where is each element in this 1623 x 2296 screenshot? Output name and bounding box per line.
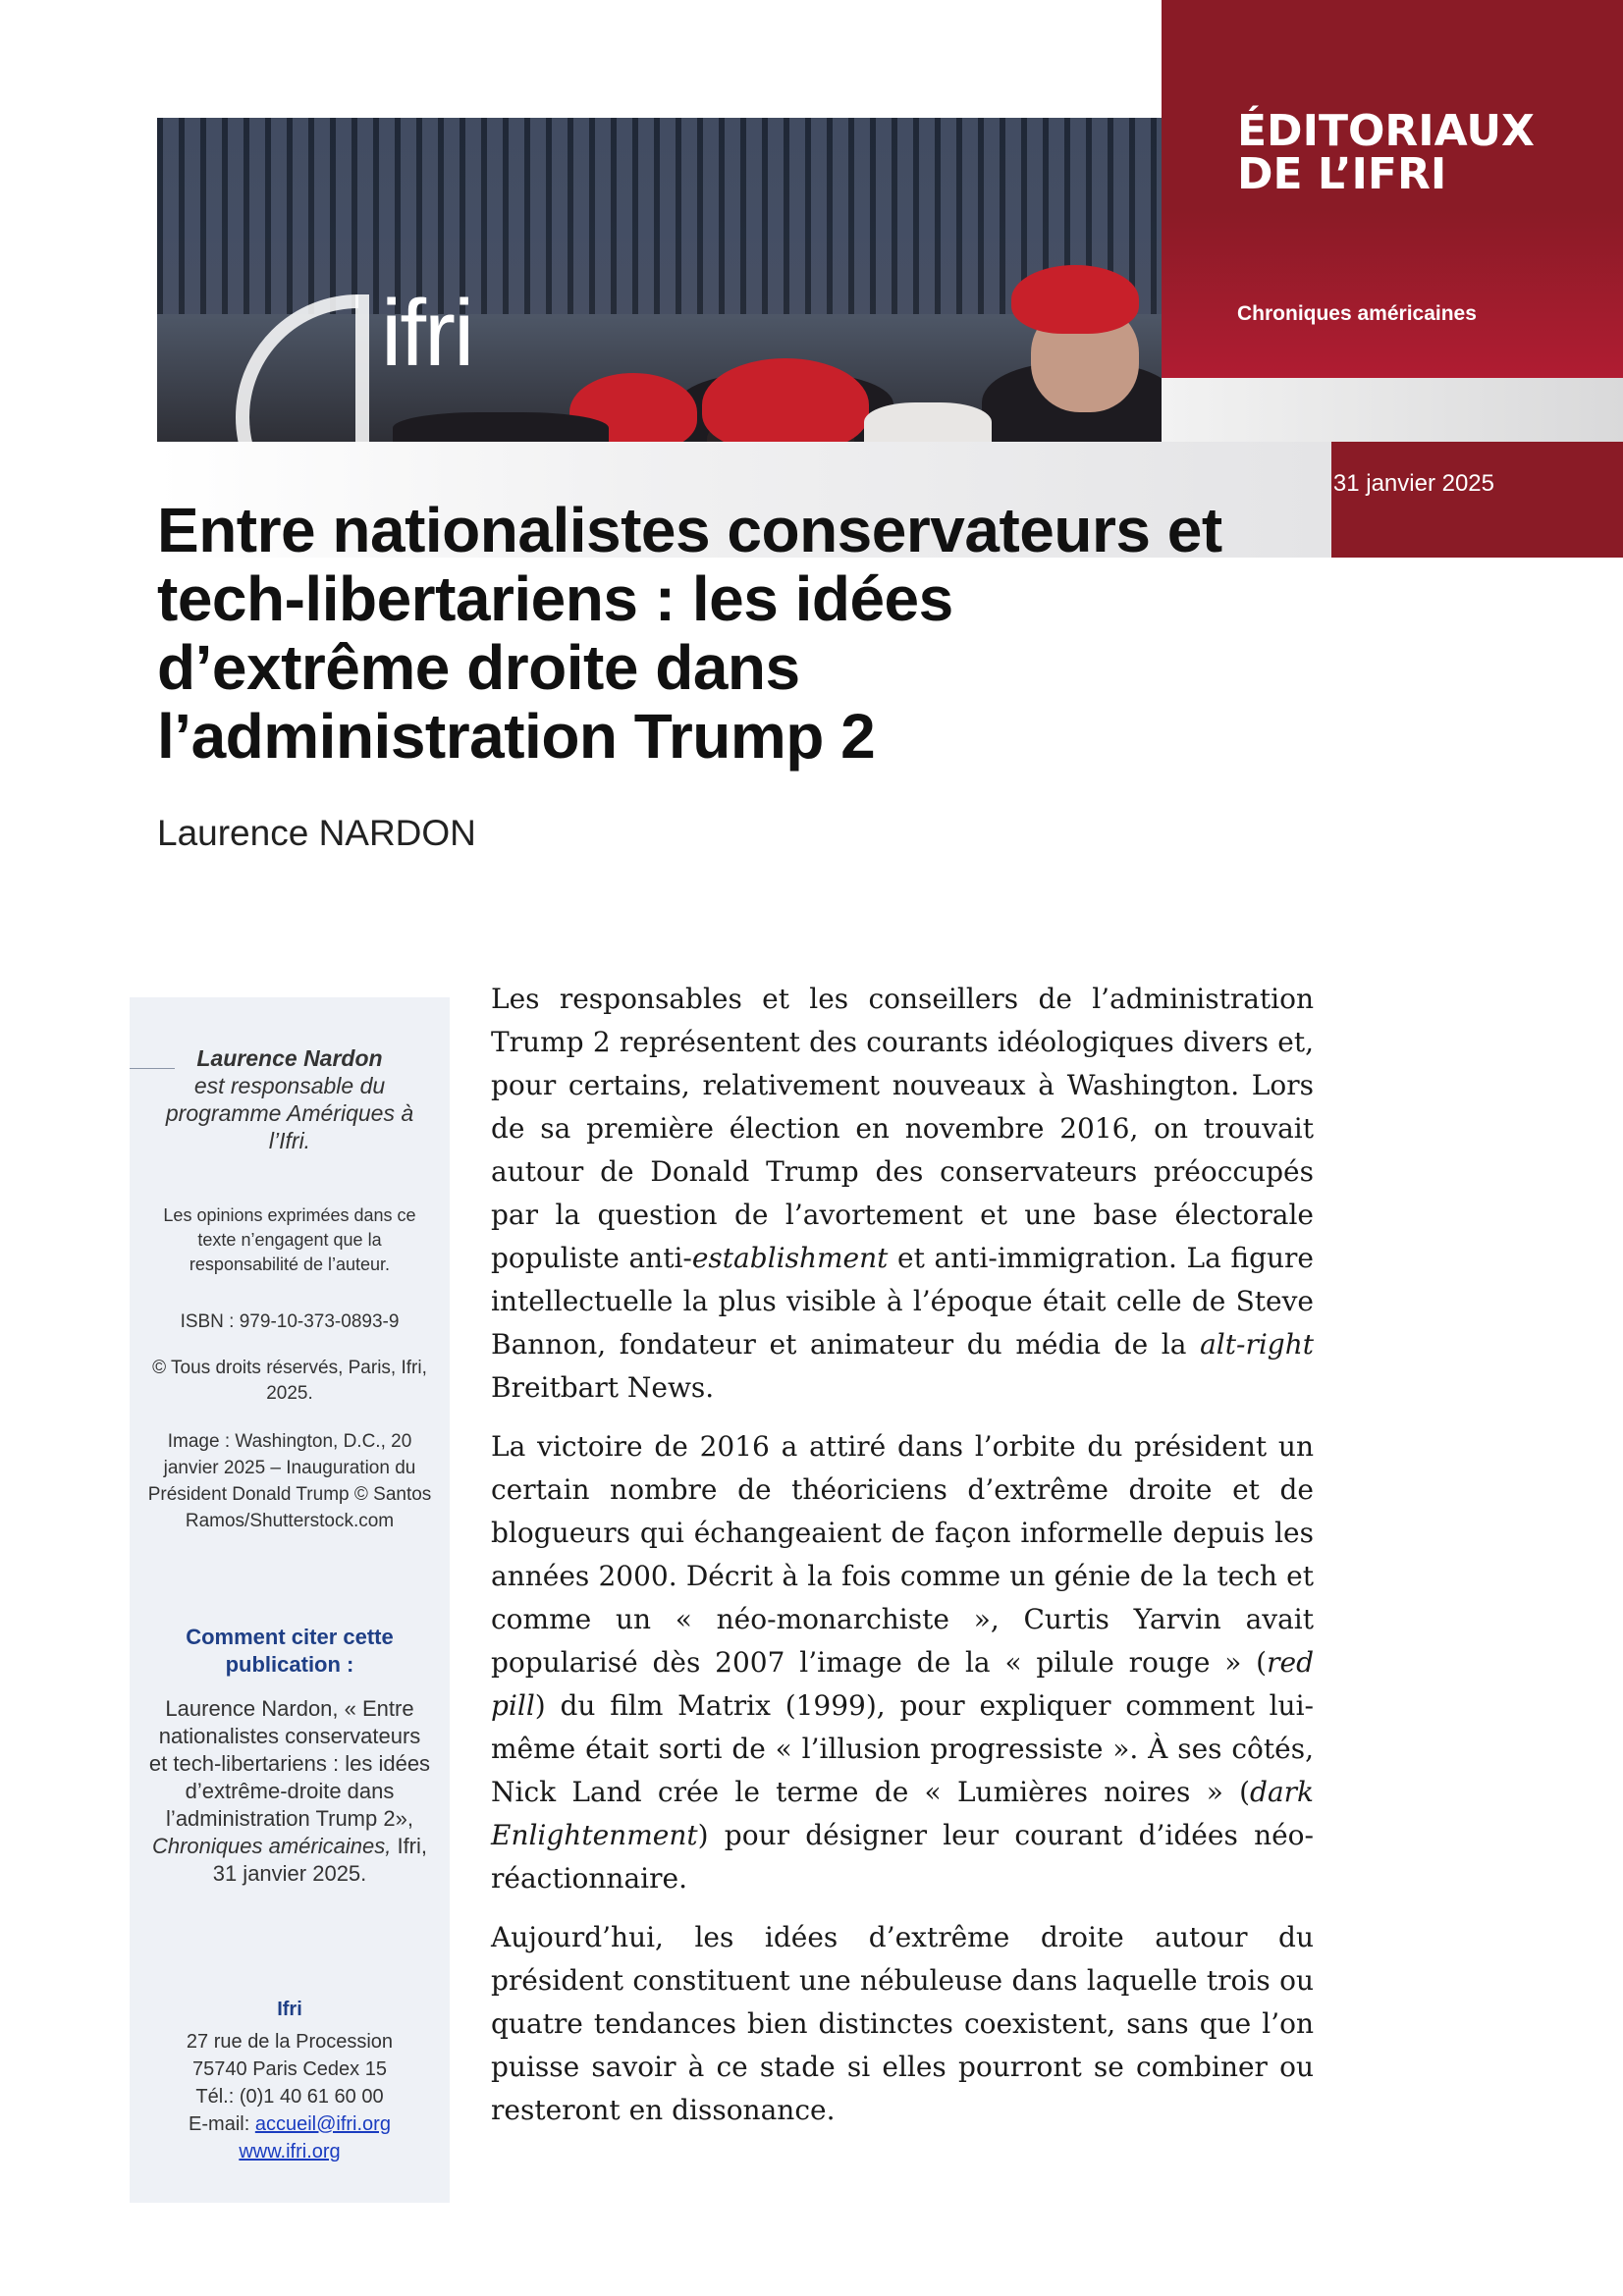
sidebar-cite-heading: Comment citer cette publication :: [186, 1625, 394, 1677]
article-title: Entre nationalistes conservateurs et tech-libertariens : les idées d’extrême droite dans l’administration Trump 2: [157, 495, 1222, 772]
website-link[interactable]: www.ifri.org: [239, 2141, 341, 2163]
sidebar-address: [147, 2028, 432, 2165]
photo-figure: [393, 412, 609, 442]
article-author: Laurence NARDON: [157, 813, 476, 853]
article-body: [491, 978, 1314, 2148]
sidebar-image-credit: Image : Washington, D.C., 20 janvier 2025 – Inauguration du Président Donald Trump © Santos Ramos/Shutterstock.com: [147, 1431, 432, 1531]
sidebar-ifri-heading: Ifri: [277, 1999, 302, 2020]
sidebar-author-bio: est responsable du programme Amériques à l’Ifri.: [165, 1073, 414, 1153]
date-box: [1331, 442, 1623, 558]
photo-red-cap: [702, 358, 869, 442]
email-link[interactable]: accueil@ifri.org: [254, 2113, 391, 2135]
citation-source: Ifri, 31 janvier 2025.: [212, 1834, 428, 1886]
sidebar-rights: © Tous droits réservés, Paris, Ifri, 2025.: [152, 1358, 427, 1404]
sidebar-author: [147, 1044, 432, 1154]
email-line: [147, 2110, 432, 2138]
series-title: ÉDITORIAUX DE L’IFRI: [1237, 106, 1535, 199]
body-paragraph: La victoire de 2016 a attiré dans l’orbite du président un certain nombre de théoriciens d’extrême droite et de blogueurs qui échangeaient de façon informelle depuis les années 2000. Décrit à la fois comme un génie de la tech et comme un « néo-monarchiste », Curtis Yarvin avait popularisé dès 2007 l’image de la « pilule rouge » (red pill) du film Matrix (1999), pour expliquer comment lui-même était sorti de « l’illusion progressiste ». À ses côtés, Nick Land crée le terme de « Lumières noires » (dark Enlightenment) pour désigner leur courant d’idées néo-réactionnaire.: [491, 1430, 1314, 1895]
photo-building: [157, 118, 1163, 314]
ifri-logo-text: ifri: [381, 281, 473, 386]
sidebar-opinions: Les opinions exprimées dans ce texte n’engagent que la responsabilité de l’auteur.: [163, 1205, 416, 1274]
photo-figure: [864, 402, 992, 442]
body-paragraph: Les responsables et les conseillers de l’administration Trump 2 représentent des courants idéologiques divers et, pour certains, relativement nouveaux à Washington. Lors de sa première élection en novembre 2016, on trouvait autour de Donald Trump des conservateurs préoccupés par la question de l’avortement et une base électorale populiste anti-establishment et anti-immigration. La figure intellectuelle la plus visible à l’époque était celle de Steve Bannon, fondateur et animateur du média de la alt-right Breitbart News.: [491, 983, 1314, 1404]
body-paragraph: Aujourd’hui, les idées d’extrême droite autour du président constituent une nébuleuse dans laquelle trois ou quatre tendances bien distinctes coexistent, sans que l’on puisse savoir à ce stade si elles pourront se combiner ou resteront en dissonance.: [491, 1921, 1314, 2126]
citation-text: Laurence Nardon, « Entre nationalistes conservateurs et tech-libertariens : les idées d’extrême-droite dans l’administration Trump 2»,: [148, 1696, 431, 1831]
header-grey-band: [1162, 378, 1623, 442]
series-subtitle: Chroniques américaines: [1237, 302, 1477, 325]
photo-red-cap: [1011, 265, 1139, 334]
email-label: E-mail:: [189, 2113, 250, 2135]
phone: Tél.: (0)1 40 61 60 00: [195, 2086, 384, 2108]
address-line: 75740 Paris Cedex 15: [192, 2058, 387, 2080]
sidebar-author-name: Laurence Nardon: [196, 1045, 383, 1071]
sidebar: [130, 997, 450, 2203]
address-line: 27 rue de la Procession: [186, 2031, 394, 2053]
citation-series: Chroniques américaines,: [151, 1834, 392, 1858]
sidebar-isbn: ISBN : 979-10-373-0893-9: [180, 1311, 400, 1332]
publication-date: 31 janvier 2025: [1332, 470, 1494, 497]
sidebar-citation: [147, 1695, 432, 1888]
